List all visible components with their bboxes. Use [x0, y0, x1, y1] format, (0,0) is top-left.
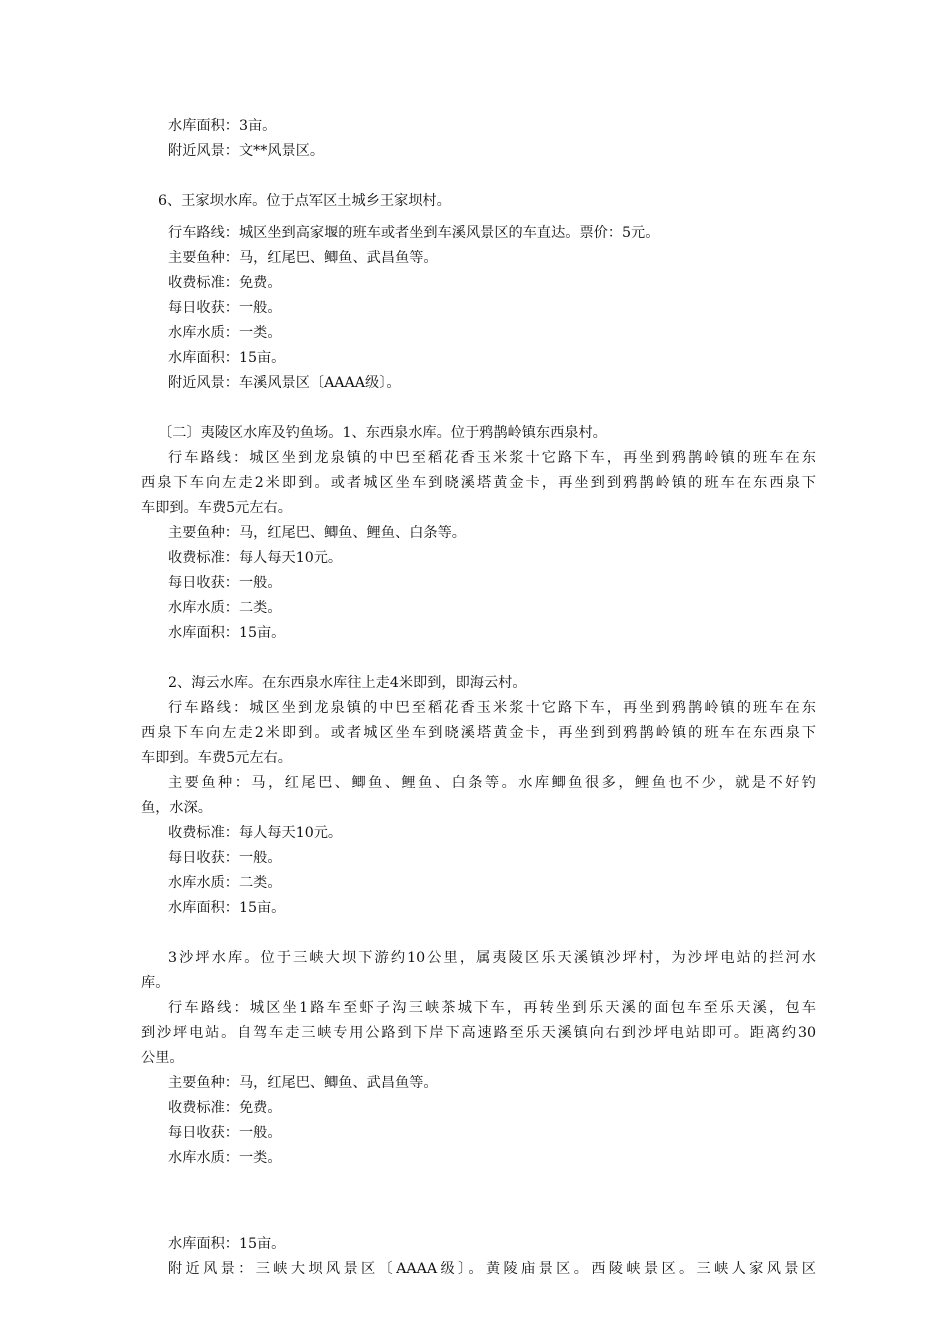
- text-line: 水库水质：一类。: [168, 325, 282, 341]
- text-line: 水库水质：二类。: [168, 600, 282, 616]
- text-line: 主要鱼种：马，红尾巴、鲫鱼、武昌鱼等。: [168, 1075, 438, 1091]
- text-line: 行车路线：城区坐1路车至虾子沟三峡茶城下车，再转坐到乐天溪的面包车至乐天溪，包车: [168, 1000, 816, 1016]
- text-line: 水库面积：15亩。: [168, 900, 286, 916]
- text-line: 西泉下车向左走2米即到。或者城区坐车到晓溪塔黄金卡，再坐到到鸦鹊岭镇的班车在东西泉下: [141, 725, 816, 741]
- text-line: 每日收获：一般。: [168, 300, 282, 316]
- text-line: 西泉下车向左走2米即到。或者城区坐车到晓溪塔黄金卡，再坐到到鸦鹊岭镇的班车在东西泉下: [141, 475, 816, 491]
- text-line: 鱼，水深。: [141, 800, 212, 816]
- text-line: 公里。: [141, 1050, 184, 1066]
- text-line: 行车路线：城区坐到龙泉镇的中巴至稻花香玉米浆十它路下车，再坐到鸦鹊岭镇的班车在东: [168, 450, 816, 466]
- text-line: 收费标准：免费。: [168, 275, 282, 291]
- text-line: 行车路线：城区坐到高家堰的班车或者坐到车溪风景区的车直达。票价：5元。: [168, 225, 660, 241]
- text-line: 主要鱼种：马，红尾巴、鲫鱼、鲤鱼、白条等。水库鲫鱼很多，鲤鱼也不少，就是不好钓: [168, 775, 816, 791]
- text-line: 车即到。车费5元左右。: [141, 500, 292, 516]
- text-line: 车即到。车费5元左右。: [141, 750, 292, 766]
- text-line: 收费标准：每人每天10元。: [168, 825, 343, 841]
- text-line: 水库面积：15亩。: [168, 1236, 286, 1252]
- text-line: 水库面积：15亩。: [168, 350, 286, 366]
- text-line: 水库水质：二类。: [168, 875, 282, 891]
- text-line: 主要鱼种：马，红尾巴、鲫鱼、鲤鱼、白条等。: [168, 525, 466, 541]
- section-heading: 〔二〕夷陵区水库及钓鱼场。1、东西泉水库。位于鸦鹊岭镇东西泉村。: [158, 425, 607, 441]
- section-heading: 6、王家坝水库。位于点军区土城乡王家坝村。: [158, 193, 451, 209]
- text-line: 行车路线：城区坐到龙泉镇的中巴至稻花香玉米浆十它路下车，再坐到鸦鹊岭镇的班车在东: [168, 700, 816, 716]
- text-line: 水库面积：15亩。: [168, 625, 286, 641]
- text-line: 附近风景：文**风景区。: [168, 143, 325, 159]
- text-line: 每日收获：一般。: [168, 575, 282, 591]
- text-line: 库。: [141, 975, 170, 991]
- text-line: 水库水质：一类。: [168, 1150, 282, 1166]
- text-line: 每日收获：一般。: [168, 1125, 282, 1141]
- text-line: 附近风景：三峡大坝风景区〔AAAA级〕。黄陵庙景区。西陵峡景区。三峡人家风景区: [168, 1261, 816, 1277]
- text-line: 主要鱼种：马，红尾巴、鲫鱼、武昌鱼等。: [168, 250, 438, 266]
- text-line: 收费标准：免费。: [168, 1100, 282, 1116]
- text-line: 附近风景：车溪风景区〔AAAA级〕。: [168, 375, 401, 391]
- text-line: 收费标准：每人每天10元。: [168, 550, 343, 566]
- text-line: 水库面积：3亩。: [168, 118, 277, 134]
- text-line: 到沙坪电站。自驾车走三峡专用公路到下岸下高速路至乐天溪镇向右到沙坪电站即可。距离约30: [141, 1025, 816, 1041]
- section-heading: 2、海云水库。在东西泉水库往上走4米即到，即海云村。: [168, 675, 527, 691]
- text-line: 每日收获：一般。: [168, 850, 282, 866]
- section-heading: 3沙坪水库。位于三峡大坝下游约10公里，属夷陵区乐天溪镇沙坪村，为沙坪电站的拦河水: [168, 950, 816, 966]
